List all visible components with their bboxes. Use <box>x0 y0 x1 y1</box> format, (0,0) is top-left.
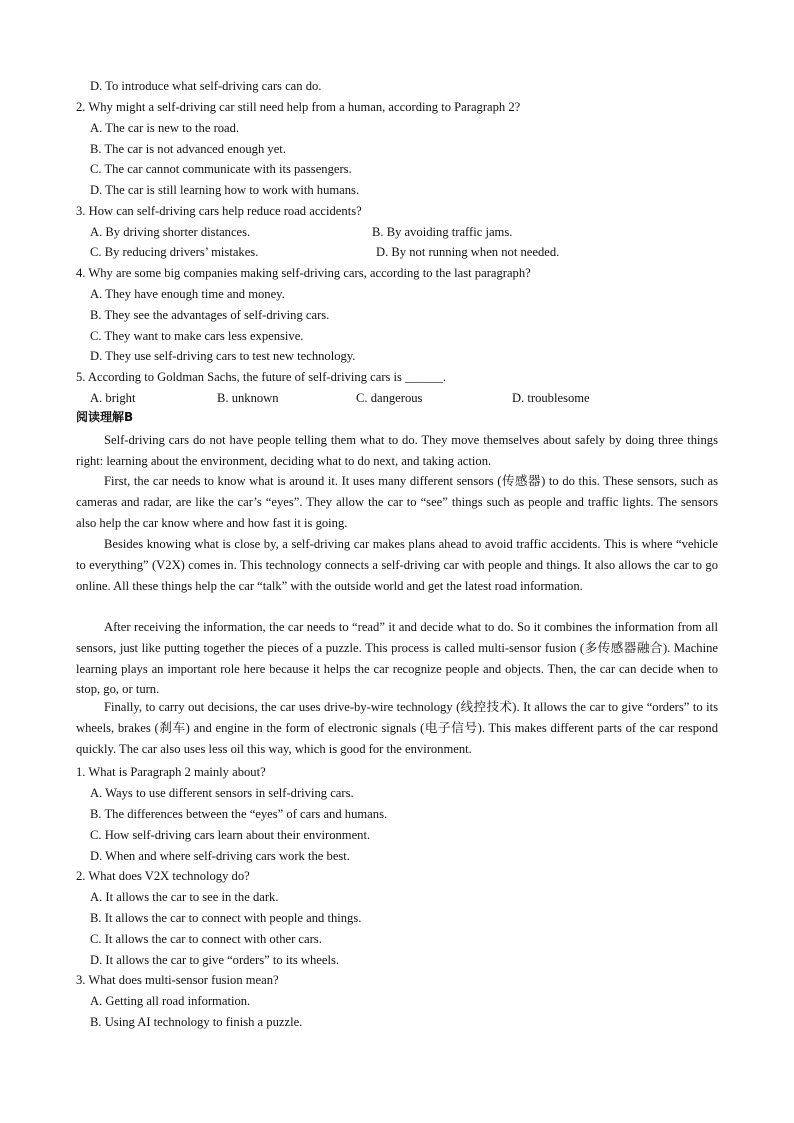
passage-paragraph-2: First, the car needs to know what is around it. It uses many different sensors (传感器) to do this. These sensors, such as cameras and radar, are like the car’s “eyes”. They allow the car to “see” things such as people and traffic lights. The sensors also help the car know where and how fast it is going. <box>76 474 718 530</box>
a-q5-option-d: D. troublesome <box>512 391 590 405</box>
section-heading: 阅读理解B <box>76 410 134 424</box>
a-q4-option-a: A. They have enough time and money. <box>90 287 285 301</box>
passage-paragraph-5: Finally, to carry out decisions, the car uses drive-by-wire technology (线控技术). It allows the car to give “orders” to its wheels, brakes (刹车) and engine in the form of electronic signals (电子信号). This makes different parts of the car respond quickly. The car also uses less oil this way, which is good for the environment. <box>76 700 718 756</box>
a-q4-stem: 4. Why are some big companies making self-driving cars, according to the last paragraph? <box>76 266 531 280</box>
b-q1-stem: 1. What is Paragraph 2 mainly about? <box>76 765 266 779</box>
b-q1-option-c: C. How self-driving cars learn about their environment. <box>90 828 371 842</box>
a-q4-option-c: C. They want to make cars less expensive. <box>90 329 304 343</box>
passage-paragraph-3: Besides knowing what is close by, a self-driving car makes plans ahead to avoid traffic accidents. This is where “vehicle to everything” (V2X) comes in. This technology connects a self-driving car with people and things. It also allows the car to go online. All these things help the car “talk” with the outside world and get the latest road information. <box>76 537 718 593</box>
b-q2-option-c: C. It allows the car to connect with other cars. <box>90 932 322 946</box>
b-q3-option-b: B. Using AI technology to finish a puzzle. <box>90 1015 303 1029</box>
b-q3-option-a: A. Getting all road information. <box>90 994 251 1008</box>
a-q4-option-b: B. They see the advantages of self-driving cars. <box>90 308 330 322</box>
b-q2-option-a: A. It allows the car to see in the dark. <box>90 890 279 904</box>
b-q2-option-b: B. It allows the car to connect with people and things. <box>90 911 362 925</box>
b-q1-option-a: A. Ways to use different sensors in self-driving cars. <box>90 786 354 800</box>
a-q2-option-d: D. The car is still learning how to work with humans. <box>90 183 360 197</box>
a-q5-option-a: A. bright <box>90 391 136 405</box>
b-q1-option-d: D. When and where self-driving cars work the best. <box>90 849 350 863</box>
a-q2-option-c: C. The car cannot communicate with its passengers. <box>90 162 352 176</box>
a-q5-stem: 5. According to Goldman Sachs, the future of self-driving cars is ______. <box>76 370 447 384</box>
a-q2-option-b: B. The car is not advanced enough yet. <box>90 142 286 156</box>
a-q5-option-c: C. dangerous <box>356 391 423 405</box>
a-q2-stem: 2. Why might a self-driving car still need help from a human, according to Paragraph 2? <box>76 100 521 114</box>
a-q3-option-d: D. By not running when not needed. <box>376 245 560 259</box>
a-q4-option-d: D. They use self-driving cars to test new technology. <box>90 349 356 363</box>
a-q3-option-a: A. By driving shorter distances. <box>90 225 251 239</box>
b-q2-option-d: D. It allows the car to give “orders” to its wheels. <box>90 953 340 967</box>
a-q3-option-b: B. By avoiding traffic jams. <box>372 225 513 239</box>
a-q2-option-a: A. The car is new to the road. <box>90 121 240 135</box>
passage-paragraph-4: After receiving the information, the car needs to “read” it and decide what to do. So it combines the information from all sensors, just like putting together the pieces of a puzzle. This process is called multi-sensor fusion (多传感器融合). Machine learning plays an important role here because it helps the car recognize people and objects. Then, the car can decide when to stop, go, or turn. <box>76 620 718 697</box>
b-q1-option-b: B. The differences between the “eyes” of cars and humans. <box>90 807 388 821</box>
a-q3-stem: 3. How can self-driving cars help reduce road accidents? <box>76 204 362 218</box>
a-q1-option-d: D. To introduce what self-driving cars can do. <box>90 79 322 93</box>
passage-paragraph-1: Self-driving cars do not have people telling them what to do. They move themselves about safely by doing three things right: learning about the environment, deciding what to do next, and taking action. <box>76 433 718 468</box>
a-q3-option-c: C. By reducing drivers’ mistakes. <box>90 245 259 259</box>
b-q3-stem: 3. What does multi-sensor fusion mean? <box>76 973 279 987</box>
a-q5-option-b: B. unknown <box>217 391 279 405</box>
b-q2-stem: 2. What does V2X technology do? <box>76 869 250 883</box>
